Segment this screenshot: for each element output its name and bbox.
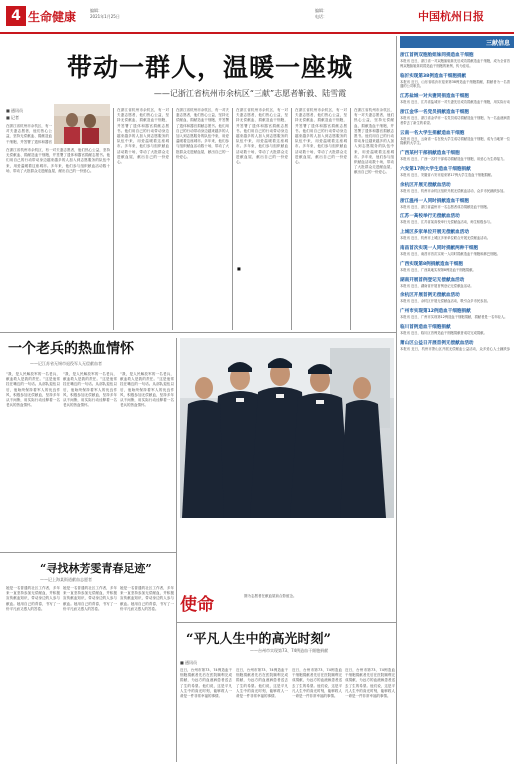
main-text-col-2: 在浙江省杭州市余杭区，有一对夫妻志愿者，他们热心公益，坚持无偿献血、捐献造血干细胞，并签署了遗体和器官捐献志愿书。他们用自己的行动带动身边越来越多的人加入到志愿服务的队伍中来，用爱温暖着这座城市。多年来，他们参与组织献血活动数十场，带动了大批群众走进献血屋，献出自己的一份爱心。 <box>117 108 169 165</box>
right-news-title: 浙江温州一人同时捐献造血干细胞 <box>400 198 469 204</box>
right-news-body: 本报讯 近日，临川区首例造血干细胞捐献者成功完成捐献。 <box>400 331 487 335</box>
story1-title: 一个老兵的热血情怀 <box>8 341 134 357</box>
right-news-title: 南昌首次实现一人同时捐献两种干细胞 <box>400 246 479 251</box>
right-news-body: 本报讯 近日，云南省一名在校大学生成功捐献造血干细胞，成为当地第一位捐献的大学生。 <box>400 136 510 146</box>
main-text-col-1: 在浙江省杭州市余杭区，有一对夫妻志愿者，他们热心公益，坚持无偿献血、捐献造血干细胞，并签署了遗体和器官捐献志愿书。他们用自己的行动带动身边越来越多的人加入到志愿服务的队伍中来，用爱温暖着这座城市。多年来，他们参与组织献血活动数十场，带动了大批群众走进献血屋，献出自己的一份爱心。 <box>6 148 110 173</box>
right-news-body: 本报讯 近日，江苏省盐城市一对夫妻先后成功捐献造血干细胞，用实际行动 <box>400 100 510 105</box>
header-meta-right: 编辑： 电话： <box>315 8 327 19</box>
right-news-body: 本报讯 近日，南昌市首次实现一人同时捐献造血干细胞和淋巴细胞。 <box>400 252 500 256</box>
right-news-body: 本报讯 近日，浙江省一对双胞胎姐妹先后成功捐献造血干细胞，成为全省首例双胞胎姐妹同捐造血干细胞的案例，传为佳话。 <box>400 59 510 68</box>
story3-text-col-3: 近日，台州市第73、74例造血干细胞捐献者先后在医院顺利完成捐献，为远方的血液病患者送去了生的希望。他们说，这是平凡人生中的高光时刻，能够救人一命是一件非常幸福的事情。 <box>292 668 342 699</box>
right-news-title: 浙江首例双胞胎姐妹同捐造血干细胞 <box>400 53 474 58</box>
main-section-marker: ■ <box>237 266 241 271</box>
right-news-body: 本报讯 近日，余杭区开展无偿献血活动，吸引众多市民参加。 <box>400 299 491 304</box>
main-text-col-5: 在浙江省杭州市余杭区，有一对夫妻志愿者，他们热心公益，坚持无偿献血、捐献造血干细胞，并签署了遗体和器官捐献志愿书。他们用自己的行动带动身边越来越多的人加入到志愿服务的队伍中来，用爱温暖着这座城市。多年来，他们参与组织献血活动数十场，带动了大批群众走进献血屋，献出自己的一份爱心。 <box>295 108 347 165</box>
story3-text-col-1: 近日，台州市第73、74例造血干细胞捐献者先后在医院顺利完成捐献，为远方的血液病患者送去了生的希望。他们说，这是平凡人生中的高光时刻，能够救人一命是一件非常幸福的事情。 <box>180 668 232 699</box>
right-news-body: 本报讯 近日，杭州市萧山区开展无偿献血公益活动，众多爱心人士踊跃参 <box>400 346 510 351</box>
main-subhead: ——记浙江省杭州市余杭区“三献”志愿者靳毅、陆雪霞 <box>153 89 347 98</box>
right-section-header: 三献信息 <box>400 36 514 48</box>
story1-text-col-2: “我，是人民解放军的一名老兵，献血救人是我的责任。”这是他常挂在嘴边的一句话。从部队退伍以后，他始终保持着军人的优良作风，积极参加无偿献血，坚持多年从不间断，用实际行动诠释着一名老兵的热血情怀。 <box>63 372 117 408</box>
right-news-title: 广西某村干部捐献造血干细胞 <box>400 151 460 157</box>
right-news-title: 临川首例造血干细胞捐献 <box>400 325 451 330</box>
story2-text-col-3: 她是一名普通的社区工作者，多年来一直坚持参加无偿献血，并积极宣传献血知识，带动身边的人参与献血。她用自己的青春，书写了一份平凡而又感人的答卷。 <box>120 586 174 611</box>
story3-byline: ■ 通讯员 <box>180 660 198 665</box>
right-news-title: 广州市实现第12例造血干细胞捐献 <box>400 309 471 315</box>
right-news-title: 湖南开展首例登记无偿献血活动 <box>400 277 465 283</box>
right-news-title: 江苏一高校举行无偿献血活动 <box>400 214 460 220</box>
right-news-body: 本报讯 近日，安徽省六安市迎来第17例大学生造血干细胞捐献。 <box>400 173 495 177</box>
story2-title: “寻找林芳雯青春足迹” <box>40 562 152 575</box>
header-meta-left: 编辑： 2021年1月25日 <box>90 8 120 19</box>
right-news-title: 余杭区开展无偿献血活动 <box>400 182 451 188</box>
newspaper-logo: 中国杭州日报 <box>418 10 484 23</box>
main-text-intro: 在浙江省杭州市余杭区，有一对夫妻志愿者，他们热心公益，坚持无偿献血、捐献造血干细胞，并签署了遗体和器官 <box>6 124 52 144</box>
main-text-col-4: 在浙江省杭州市余杭区，有一对夫妻志愿者，他们热心公益，坚持无偿献血、捐献造血干细胞，并签署了遗体和器官捐献志愿书。他们用自己的行动带动身边越来越多的人加入到志愿服务的队伍中来，用爱温暖着这座城市。多年来，他们参与组织献血活动数十场，带动了大批群众走进献血屋，献出自己的一份爱心。 <box>236 108 288 165</box>
right-news-title: 六安第17例大学生造血干细胞捐献 <box>400 167 471 172</box>
right-news-body: 本报讯 近日，江苏省某高校举行无偿献血活动，师生积极参与。 <box>400 220 494 225</box>
right-news-title: 上城区多家单位开展无偿献血活动 <box>400 230 469 236</box>
story3-subtitle: ——台州市实现第73、74例造血干细胞捐献 <box>250 648 329 653</box>
right-news-title: 广西实现第8例捐献造血干细胞 <box>400 261 463 267</box>
main-text-col-6: 在浙江省杭州市余杭区，有一对夫妻志愿者，他们热心公益，坚持无偿献血、捐献造血干细胞，并签署了遗体和器官捐献志愿书。他们用自己的行动带动身边越来越多的人加入到志愿服务的队伍中来，用爱温暖着这座城市。多年来，他们参与组织献血活动数十场，带动了大批群众走进献血屋，献出自己的一份爱心。 <box>354 108 394 175</box>
page-header <box>0 0 514 34</box>
story1-subtitle: ——记江苏省无锡市退役军人无偿献血者 <box>30 361 102 366</box>
mission-stamp: 使命 <box>180 595 214 615</box>
story3-title: “平凡人生中的高光时刻” <box>186 632 331 647</box>
right-news-body: 本报讯 近日，广西某地实现第8例造血干细胞捐献。 <box>400 267 476 272</box>
page-number: 4 <box>6 6 26 26</box>
story1-text-col-1: “我，是人民解放军的一名老兵，献血救人是我的责任。”这是他常挂在嘴边的一句话。从部队退伍以后，他始终保持着军人的优良作风，积极参加无偿献血，坚持多年从不间断，用实际行动诠释着一名老兵的热血情怀。 <box>6 372 60 408</box>
right-news-title: 浙江金华一名党员捐献造血干细胞 <box>400 110 469 115</box>
right-news-title: 云南一名大学生捐献造血干细胞 <box>400 130 465 136</box>
right-news-body: 本报讯 近日，浙江省温州市一名志愿者成功捐献造血干细胞。 <box>400 204 491 209</box>
right-news-body: 本报讯 近日，杭州市上城区多家单位联合开展无偿献血活动。 <box>400 236 491 241</box>
byline-2: ■ 记者 <box>6 115 20 120</box>
main-text-col-3: 在浙江省杭州市余杭区，有一对夫妻志愿者，他们热心公益，坚持无偿献血、捐献造血干细胞，并签署了遗体和器官捐献志愿书。他们用自己的行动带动身边越来越多的人加入到志愿服务的队伍中来，用爱温暖着这座城市。多年来，他们参与组织献血活动数十场，带动了大批群众走进献血屋，献出自己的一份爱心。 <box>176 108 229 159</box>
right-news-title: 江苏盐城一对夫妻同捐造血干细胞 <box>400 94 469 100</box>
right-news-title: 临沂实现第38例造血干细胞捐献 <box>400 73 467 79</box>
main-headline: 带动一群人，温暖一座城 <box>66 53 353 82</box>
main-photo <box>54 104 110 144</box>
right-news-body: 本报讯 近日，山东省临沂市迎来第38例造血干细胞捐献，捐献者为一名普通的公司职员。 <box>400 79 510 89</box>
byline-1: ■ 通讯员 <box>6 108 24 113</box>
right-news-body: 本报讯 近日，广州市实现第12例造血干细胞捐献，捐献者是一名年轻人。 <box>400 315 508 320</box>
right-news-title: 余杭区开展首例无偿献血活动 <box>400 293 460 299</box>
right-news-title: 萧山区公益日开展首例无偿献血活动 <box>400 340 474 346</box>
story1-text-col-3: “我，是人民解放军的一名老兵，献血救人是我的责任。”这是他常挂在嘴边的一句话。从部队退伍以后，他始终保持着军人的优良作风，积极参加无偿献血，坚持多年从不间断，用实际行动诠释着一名老兵的热血情怀。 <box>120 372 174 408</box>
story3-text-col-4: 近日，台州市第73、74例造血干细胞捐献者先后在医院顺利完成捐献，为远方的血液病患者送去了生的希望。他们说，这是平凡人生中的高光时刻，能够救人一命是一件非常幸福的事情。 <box>345 668 395 699</box>
story3-text-col-2: 近日，台州市第73、74例造血干细胞捐献者先后在医院顺利完成捐献，为远方的血液病患者送去了生的希望。他们说，这是平凡人生中的高光时刻，能够救人一命是一件非常幸福的事情。 <box>236 668 288 699</box>
photo-caption: 图为志愿者在献血屋前合影留念。 <box>244 594 297 598</box>
police-photo <box>180 338 394 518</box>
story2-text-col-1: 她是一名普通的社区工作者，多年来一直坚持参加无偿献血，并积极宣传献血知识，带动身边的人参与献血。她用自己的青春，书写了一份平凡而又感人的答卷。 <box>6 586 60 611</box>
right-news-body: 本报讯 近日，杭州市余杭区组织开展无偿献血活动，众多市民踊跃参加。 <box>400 188 507 193</box>
story2-text-col-2: 她是一名普通的社区工作者，多年来一直坚持参加无偿献血，并积极宣传献血知识，带动身边的人参与献血。她用自己的青春，书写了一份平凡而又感人的答卷。 <box>63 586 117 611</box>
right-news-body: 本报讯 近日，湖南省开展首例登记无偿献血活动。 <box>400 283 474 288</box>
right-news-body: 本报讯 近日，广西一名村干部成功捐献造血干细胞，用爱心为生命接力。 <box>400 157 507 162</box>
story2-subtitle: ——记上海某街道献血志愿者 <box>40 577 92 582</box>
right-news-body: 本报讯 近日，浙江省金华市一名党员成功捐献造血干细胞，为一名血液病患者带去了新生的希望。 <box>400 116 510 125</box>
section-title: 生命健康 <box>28 10 77 24</box>
